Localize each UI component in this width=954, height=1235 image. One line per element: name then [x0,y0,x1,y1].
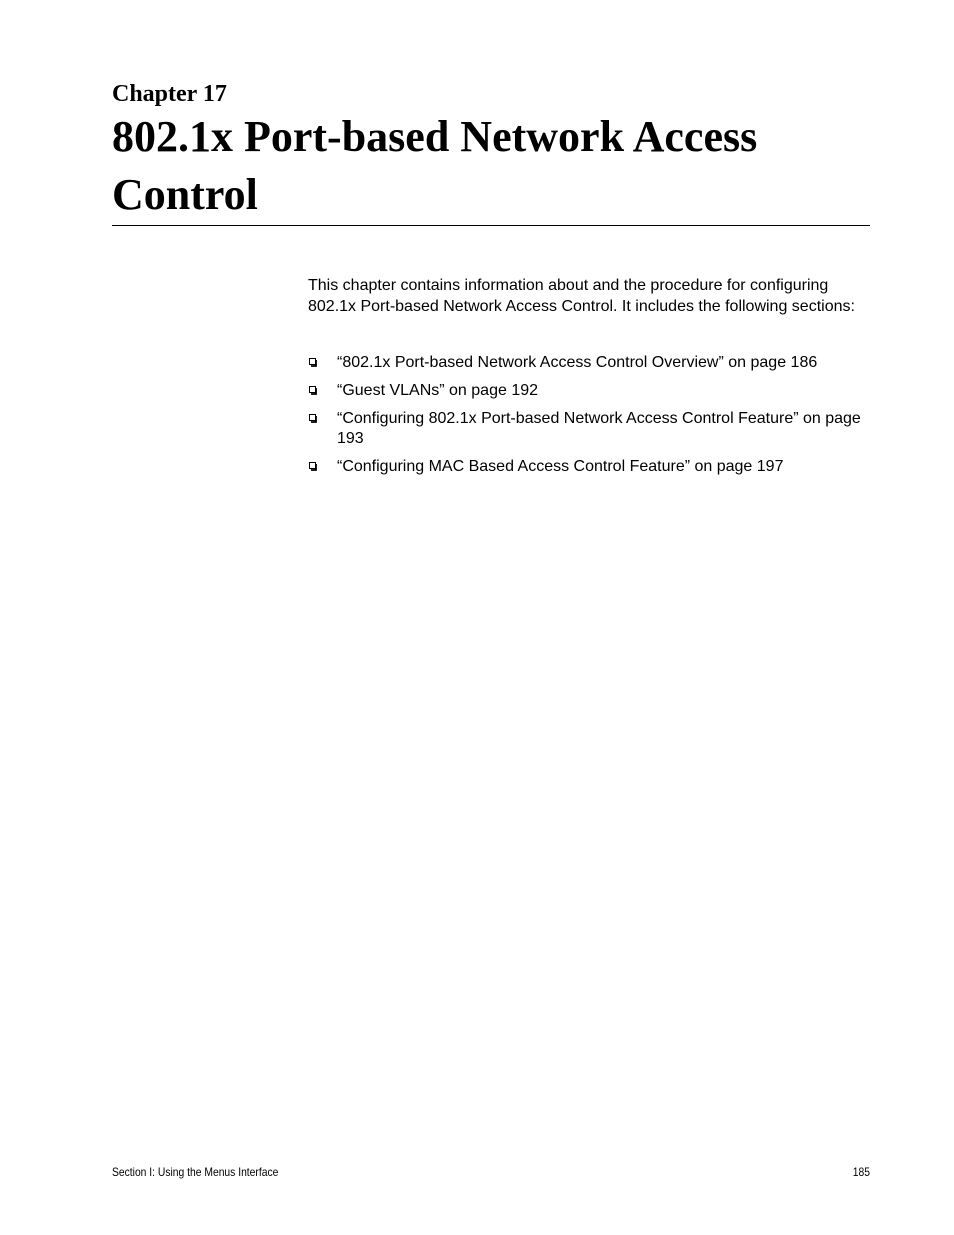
chapter-label: Chapter 17 [112,81,227,107]
chapter-title: 802.1x Port-based Network Access Control [112,112,758,219]
list-item [308,381,873,401]
footer-page-number: 185 [852,1165,870,1179]
footer-section-name: Section I: Using the Menus Interface [112,1165,279,1179]
list-item-text: “Configuring 802.1x Port-based Network Access Control Feature” on page 193 [337,410,861,447]
list-item-text: “Guest VLANs” on page 192 [337,382,539,399]
checkbox-bullet-icon [309,386,318,395]
intro-paragraph: This chapter contains information about and the procedure for configuring 802.1x Port-based Network Access Control. It includes the following sections: [308,277,855,315]
list-item-text: “802.1x Port-based Network Access Control Overview” on page 186 [337,354,818,371]
list-item-text: “Configuring MAC Based Access Control Feature” on page 197 [337,458,784,475]
list-item [308,353,873,373]
title-rule [112,225,870,226]
list-item [308,457,873,477]
checkbox-bullet-icon [309,414,318,423]
checkbox-bullet-icon [309,462,318,471]
section-list [308,353,873,485]
checkbox-bullet-icon [309,358,318,367]
list-item [308,409,873,449]
